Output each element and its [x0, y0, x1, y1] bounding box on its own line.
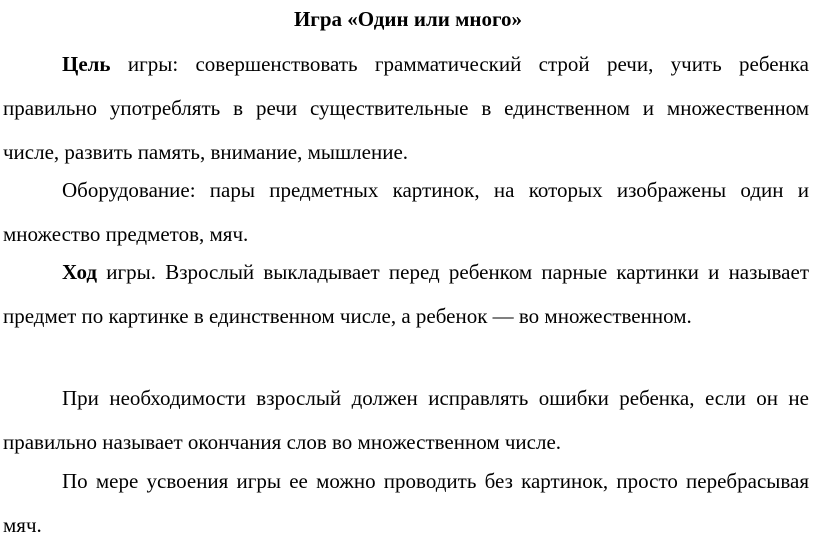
- paragraph-equipment: [3, 168, 809, 256]
- paragraph-procedure: [3, 250, 809, 338]
- paragraph-equipment-text: Оборудование: пары предметных картинок, на которых изображены один и множество предметов, мяч.: [3, 178, 809, 246]
- paragraph-goal-text: игры: совершенствовать грамматический строй речи, учить ребенка правильно употреблять в речи существительные в единственном и множественном числе, развить память, внимание, мышление.: [3, 52, 809, 164]
- paragraph-goal-lead: Цель: [62, 52, 111, 76]
- paragraph-procedure-text: игры. Взрослый выкладывает перед ребенком парные картинки и называет предмет по картинке в единственном числе, а ребенок — во множественном.: [3, 260, 809, 328]
- document-title: Игра «Один или много»: [293, 7, 523, 31]
- paragraph-goal: [3, 42, 809, 174]
- paragraph-corrections-text: При необходимости взрослый должен исправлять ошибки ребенка, если он не правильно называет окончания слов во множественном числе.: [3, 386, 809, 454]
- paragraph-corrections: [3, 376, 809, 464]
- paragraph-without-pictures-text: По мере усвоения игры ее можно проводить без картинок, просто перебрасывая мяч.: [3, 469, 809, 537]
- paragraph-without-pictures: [3, 459, 809, 547]
- paragraph-procedure-lead: Ход: [62, 260, 98, 284]
